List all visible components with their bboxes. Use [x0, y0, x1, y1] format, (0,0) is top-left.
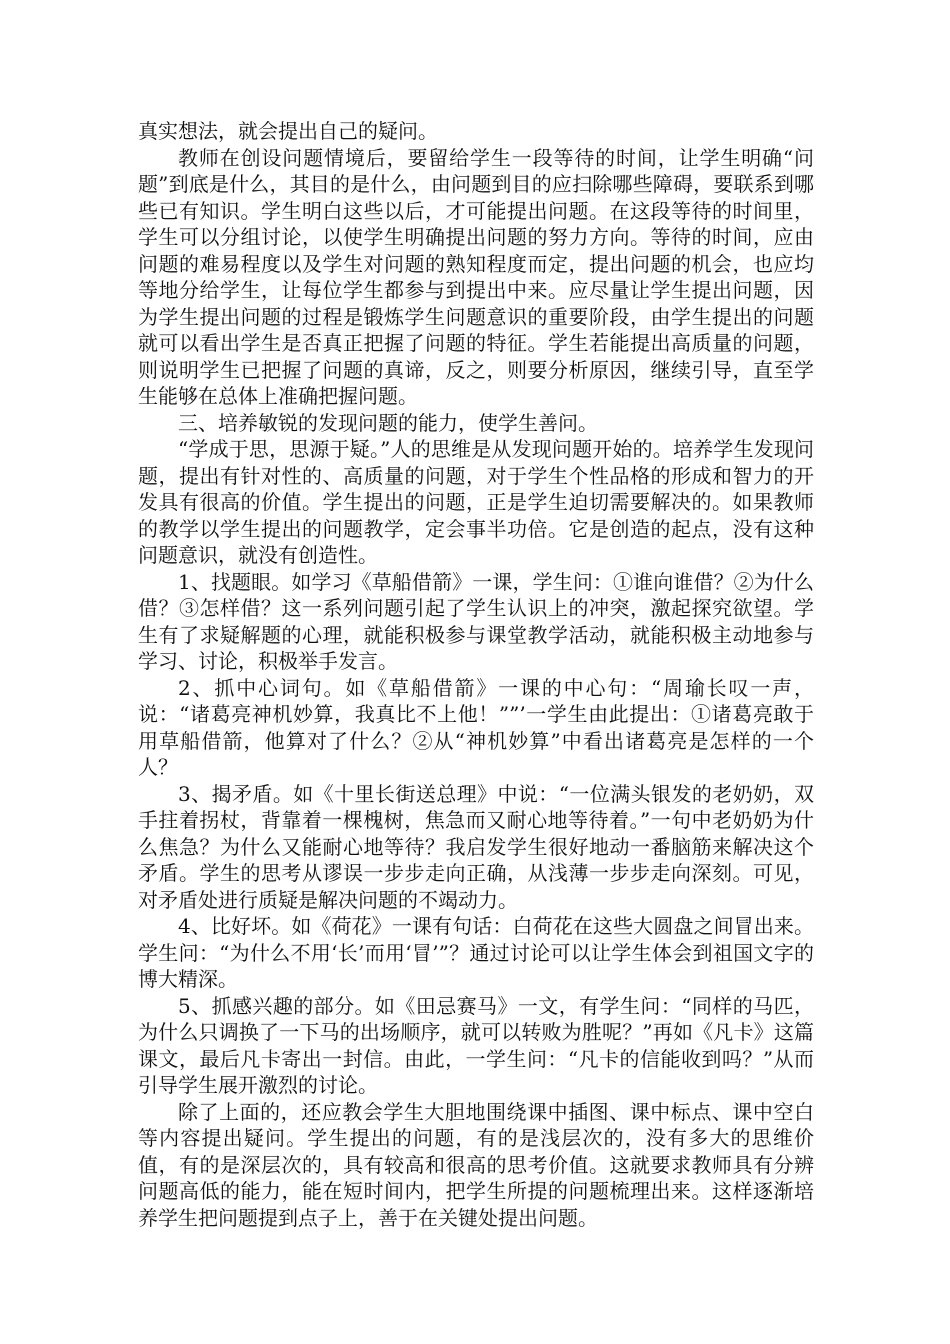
paragraph-2: 教师在创设问题情境后，要留给学生一段等待的时间，让学生明确“问题”到底是什么，其目的是什么，由问题到目的应扫除哪些障碍，要联系到哪些已有知识。学生明白这些以后，才可能提出问题。在这段等待的时间里，学生可以分组讨论，以使学生明确提出问题的努力方向。等待的时间，应由问题的难易程度以及学生对问题的熟知程度而定，提出问题的机会，也应均等地分给学生，让每位学生都参与到提出中来。应尽量让学生提出问题，因为学生提出问题的过程是锻炼学生问题意识的重要阶段，由学生提出的问题就可以看出学生是否真正把握了问题的特征。学生若能提出高质量的问题，则说明学生已把握了问题的真谛，反之，则要分析原因，继续引导，直至学生能够在总体上准确把握问题。 [138, 145, 814, 408]
list-item-1: 1、找题眼。如学习《草船借箭》一课，学生问：①谁向谁借？②为什么借？③怎样借？这一系列问题引起了学生认识上的冲突，激起探究欲望。学生有了求疑解题的心理，就能积极参与课堂教学活动，就能积极主动地参与学习、讨论，积极举手发言。 [138, 569, 814, 673]
list-item-2: 2、抓中心词句。如《草船借箭》一课的中心句：“周瑜长叹一声，说：“诸葛亮神机妙算，我真比不上他！””’一学生由此提出：①诸葛亮敢于用草船借箭，他算对了什么？②从“神机妙算”中看出诸葛亮是怎样的一个人？ [138, 675, 814, 779]
paragraph-4: “学成于思，思源于疑。”人的思维是从发现问题开始的。培养学生发现问题，提出有针对性的、高质量的问题，对于学生个性品格的形成和智力的开发具有很高的价值。学生提出的问题，正是学生迫切需要解决的。如果教师的教学以学生提出的问题教学，定会事半功倍。它是创造的起点，没有这种问题意识，就没有创造性。 [138, 437, 814, 567]
paragraph-1: 真实想法，就会提出自己的疑问。 [138, 119, 438, 143]
list-item-5: 5、抓感兴趣的部分。如《田忌赛马》一文，有学生问：“同样的马匹，为什么只调换了一下马的出场顺序，就可以转败为胜呢？”再如《凡卡》这篇课文，最后凡卡寄出一封信。由此，一学生问：“凡卡的信能收到吗？”从而引导学生展开激烈的讨论。 [138, 993, 814, 1097]
list-item-4: 4、比好坏。如《荷花》一课有句话：白荷花在这些大圆盘之间冒出来。学生问：“为什么不用‘长’而用‘冒’”？通过讨论可以让学生体会到祖国文字的博大精深。 [138, 914, 814, 991]
list-item-3: 3、揭矛盾。如《十里长街送总理》中说：“一位满头银发的老奶奶，双手拄着拐杖，背靠着一棵槐树，焦急而又耐心地等待着。”一句中老奶奶为什么焦急？为什么又能耐心地等待？我启发学生很好地动一番脑筋来解决这个矛盾。学生的思考从谬误一步步走向正确，从浅薄一步步走向深刻。可见，对矛盾处进行质疑是解决问题的不竭动力。 [138, 781, 814, 912]
section-heading: 三、培养敏锐的发现问题的能力，使学生善问。 [178, 410, 598, 435]
document-page [138, 118, 814, 1231]
paragraph-closing: 除了上面的，还应教会学生大胆地围绕课中插图、课中标点、课中空白等内容提出疑问。学生提出的问题，有的是浅层次的，没有多大的思维价值，有的是深层次的，具有较高和很高的思考价值。这就要求教师具有分辨问题高低的能力，能在短时间内，把学生所提的问题梳理出来。这样逐渐培养学生把问题提到点子上，善于在关键处提出问题。 [138, 1099, 814, 1230]
